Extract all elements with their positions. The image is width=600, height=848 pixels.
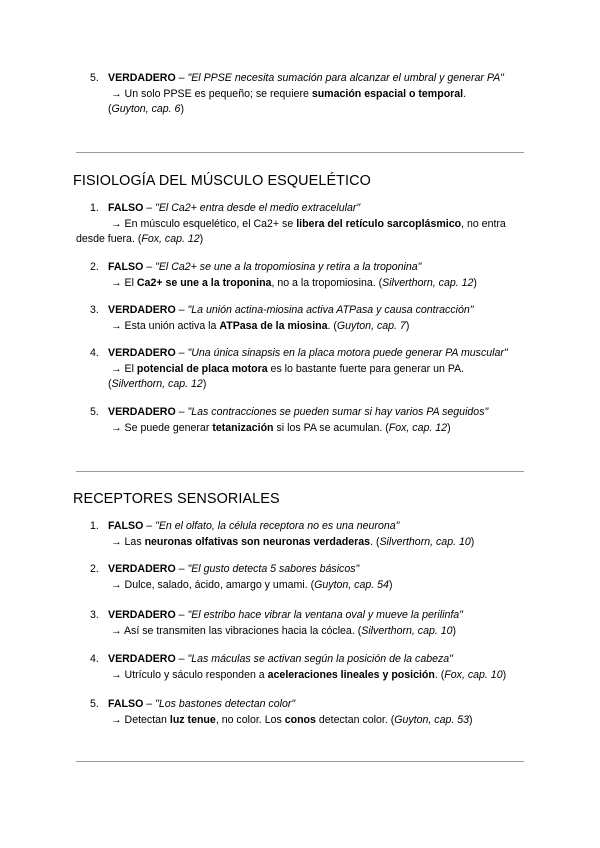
citation: Guyton, cap. 7: [336, 320, 406, 332]
verdict-label: VERDADERO: [108, 347, 176, 359]
statement-text: "El estribo hace vibrar la ventana oval y mueve la perilinfa": [187, 609, 463, 621]
item-number: 2.: [90, 261, 99, 273]
item-number: 4.: [90, 653, 99, 665]
verdict-label: VERDADERO: [108, 609, 176, 621]
verdict-label: FALSO: [108, 261, 144, 273]
explanation-line: → Un solo PPSE es pequeño; se requiere sumación espacial o temporal.: [111, 88, 467, 100]
document-page: 5. VERDADERO – "El PPSE necesita sumación para alcanzar el umbral y generar PA" → Un solo PPSE es pequeño; se requiere sumación espacial o temporal. (Guyton, cap. 6) FISIOLOGÍA DEL MÚSCULO ESQUELÉTICO 1. FALSO – "El Ca2+ entra desde el medio extracelular" → En músculo esquelético, el Ca2+ se libera del retículo sarcoplásmico, no entra desde fuera. (Fox, cap. 12) 2. FALSO – "El Ca2+ se une a la tropomiosina y retira a la troponina" → El Ca2+ se une a la troponina, no a la tropomiosina. (Silverthorn, cap. 12) 3. VERDADERO – "La unión actina-miosina activa ATPasa y causa contracción" → Esta unión activa la ATPasa de la miosina. (Guyton, cap. 7) 4. VERDADERO – "Una única sinapsis en la placa motora puede generar PA muscular" → El potencial de placa motora es lo bastante fuerte para generar un PA. (Silverthorn, cap. 12) 5. VERDADERO – "Las contracciones se pueden sumar si hay varios PA seguidos" → Se puede generar tetanización si los PA se acumulan. (Fox, cap. 12) RECEPTORES SENSORIALES 1. FALSO – "En el olfato, la célula receptora no es una neurona" → Las neuronas olfativas son neuronas verdaderas. (Silverthorn, cap. 10) 2. VERDADERO – "El gusto detecta 5 sabores básicos" → Dulce, salado, ácido, amargo y umami. (Guyton, cap. 54) 3. VERDADERO – "El estribo hace vibrar la ventana oval y mueve la perilinfa" → Así se transmiten las vibraciones hacia la cóclea. (Silverthorn, cap. 10) 4. VERDADERO – "Las máculas se activan según la posición de la cabeza" → Utrículo y sáculo responden a aceleraciones lineales y posición. (Fox, cap. 10) 5. FALSO – "Los bastones detectan color" → Detectan luz tenue, no color. Los conos detectan color. (Guyton, cap. 53): [0, 0, 600, 848]
statement-text: "Los bastones detectan color": [155, 698, 296, 710]
statement-text: "El PPSE necesita sumación para alcanzar el umbral y generar PA": [187, 72, 504, 84]
item-number: 1.: [90, 520, 99, 532]
verdict-label: VERDADERO: [108, 72, 176, 84]
arrow-icon: →: [111, 88, 122, 100]
arrow-icon: →: [111, 579, 122, 591]
citation: Silverthorn, cap. 10: [379, 536, 471, 548]
citation-line: (Guyton, cap. 6): [108, 103, 184, 115]
item-number: 5.: [90, 698, 99, 710]
item-number: 1.: [90, 202, 99, 214]
verdict-label: VERDADERO: [108, 563, 176, 575]
arrow-icon: →: [111, 422, 122, 434]
item-number: 2.: [90, 563, 99, 575]
item-number: 4.: [90, 347, 99, 359]
citation: Silverthorn, cap. 12: [111, 378, 203, 390]
item-number: 3.: [90, 609, 99, 621]
citation: Silverthorn, cap. 12: [382, 277, 474, 289]
statement-text: "El Ca2+ se une a la tropomiosina y retira a la troponina": [155, 261, 422, 273]
arrow-icon: →: [111, 218, 122, 230]
verdict-label: VERDADERO: [108, 653, 176, 665]
verdict-label: FALSO: [108, 202, 144, 214]
item-number: 5.: [90, 72, 99, 84]
statement-text: "Una única sinapsis en la placa motora puede generar PA muscular": [187, 347, 508, 359]
arrow-icon: →: [111, 536, 122, 548]
statement-text: "El Ca2+ entra desde el medio extracelular": [155, 202, 361, 214]
section-title: FISIOLOGÍA DEL MÚSCULO ESQUELÉTICO: [73, 173, 371, 189]
arrow-icon: →: [111, 320, 122, 332]
citation: Fox, cap. 12: [388, 422, 448, 434]
citation: Guyton, cap. 54: [314, 579, 389, 591]
arrow-icon: →: [111, 277, 122, 289]
statement-text: "En el olfato, la célula receptora no es una neurona": [155, 520, 400, 532]
citation: Guyton, cap. 53: [394, 714, 470, 726]
verdict-label: FALSO: [108, 698, 144, 710]
citation: Guyton, cap. 6: [111, 103, 181, 115]
statement-text: "El gusto detecta 5 sabores básicos": [187, 563, 360, 575]
statement-text: "La unión actina-miosina activa ATPasa y causa contracción": [187, 304, 474, 316]
arrow-icon: →: [111, 714, 122, 726]
citation: Fox, cap. 10: [444, 669, 503, 681]
citation: Fox, cap. 12: [141, 233, 200, 245]
verdict-label: VERDADERO: [108, 304, 176, 316]
item-number: 3.: [90, 304, 99, 316]
arrow-icon: →: [111, 625, 122, 637]
section-title: RECEPTORES SENSORIALES: [73, 491, 280, 507]
item-number: 5.: [90, 406, 99, 418]
citation: Silverthorn, cap. 10: [361, 625, 453, 637]
statement-text: "Las máculas se activan según la posición de la cabeza": [187, 653, 453, 665]
section-divider: [76, 761, 524, 762]
section-divider: [76, 471, 524, 472]
item-statement-line: VERDADERO – "El PPSE necesita sumación para alcanzar el umbral y generar PA": [108, 72, 504, 84]
arrow-icon: →: [111, 669, 122, 681]
statement-text: "Las contracciones se pueden sumar si hay varios PA seguidos": [187, 406, 489, 418]
verdict-label: VERDADERO: [108, 406, 176, 418]
verdict-label: FALSO: [108, 520, 144, 532]
section-divider: [76, 152, 524, 153]
arrow-icon: →: [111, 363, 122, 375]
